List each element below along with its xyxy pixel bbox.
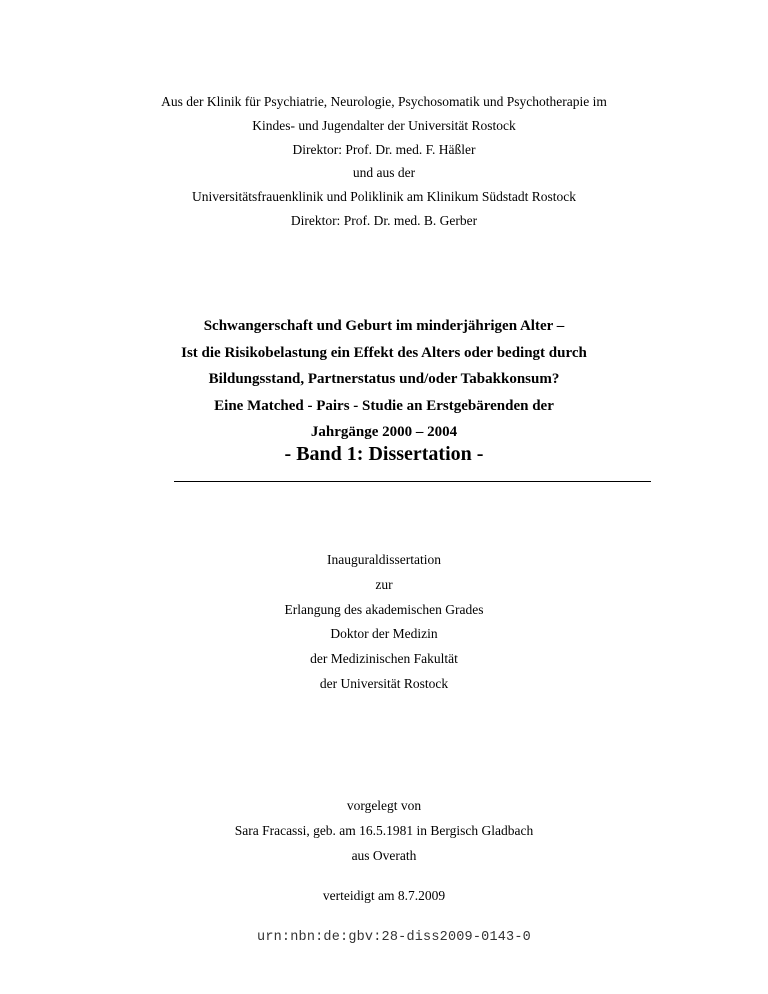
- title-line-3: Bildungsstand, Partnerstatus und/oder Tabakkonsum?: [208, 371, 560, 387]
- header-line-director-1: Direktor: Prof. Dr. med. F. Häßler: [292, 141, 476, 157]
- header-line-director-2: Direktor: Prof. Dr. med. B. Gerber: [290, 212, 478, 228]
- title-line-2: Ist die Risikobelastung ein Effekt des Alters oder bedingt durch: [181, 344, 587, 361]
- header-line-department: Kindes- und Jugendalter der Universität Rostock: [252, 117, 516, 133]
- header-line-clinic: Aus der Klinik für Psychiatrie, Neurologie, Psychosomatik und Psychotherapie im: [161, 94, 607, 109]
- dissertation-line-5: der Medizinischen Fakultät: [310, 651, 458, 667]
- title-line-4: Eine Matched - Pairs - Studie an Erstgebärenden der: [214, 397, 554, 414]
- defense-date: verteidigt am 8.7.2009: [322, 888, 446, 903]
- dissertation-statement: [0, 548, 768, 697]
- dissertation-line-6: der Universität Rostock: [319, 675, 449, 691]
- dissertation-line-1: Inauguraldissertation: [327, 552, 441, 567]
- author-line-origin: aus Overath: [351, 847, 417, 863]
- dissertation-line-2: zur: [375, 576, 393, 592]
- author-line-name: Sara Fracassi, geb. am 16.5.1981 in Bergisch Gladbach: [234, 822, 534, 838]
- author-line-submitted: vorgelegt von: [346, 798, 422, 813]
- dissertation-line-3: Erlangung des akademischen Grades: [284, 601, 484, 617]
- title-divider: [174, 481, 651, 482]
- institution-header: [0, 90, 768, 233]
- title-line-1: Schwangerschaft und Geburt im minderjährigen Alter –: [203, 318, 565, 334]
- header-line-conjunction: und aus der: [352, 165, 416, 181]
- header-line-womens-clinic: Universitätsfrauenklinik und Poliklinik am Klinikum Südstadt Rostock: [192, 189, 576, 205]
- title-line-5: Jahrgänge 2000 – 2004: [310, 424, 458, 440]
- volume-label: - Band 1: Dissertation -: [284, 443, 484, 465]
- urn-identifier: urn:nbn:de:gbv:28-diss2009-0143-0: [257, 930, 531, 945]
- thesis-title: [0, 313, 768, 446]
- dissertation-line-4: Doktor der Medizin: [330, 626, 438, 642]
- author-block: [0, 794, 768, 868]
